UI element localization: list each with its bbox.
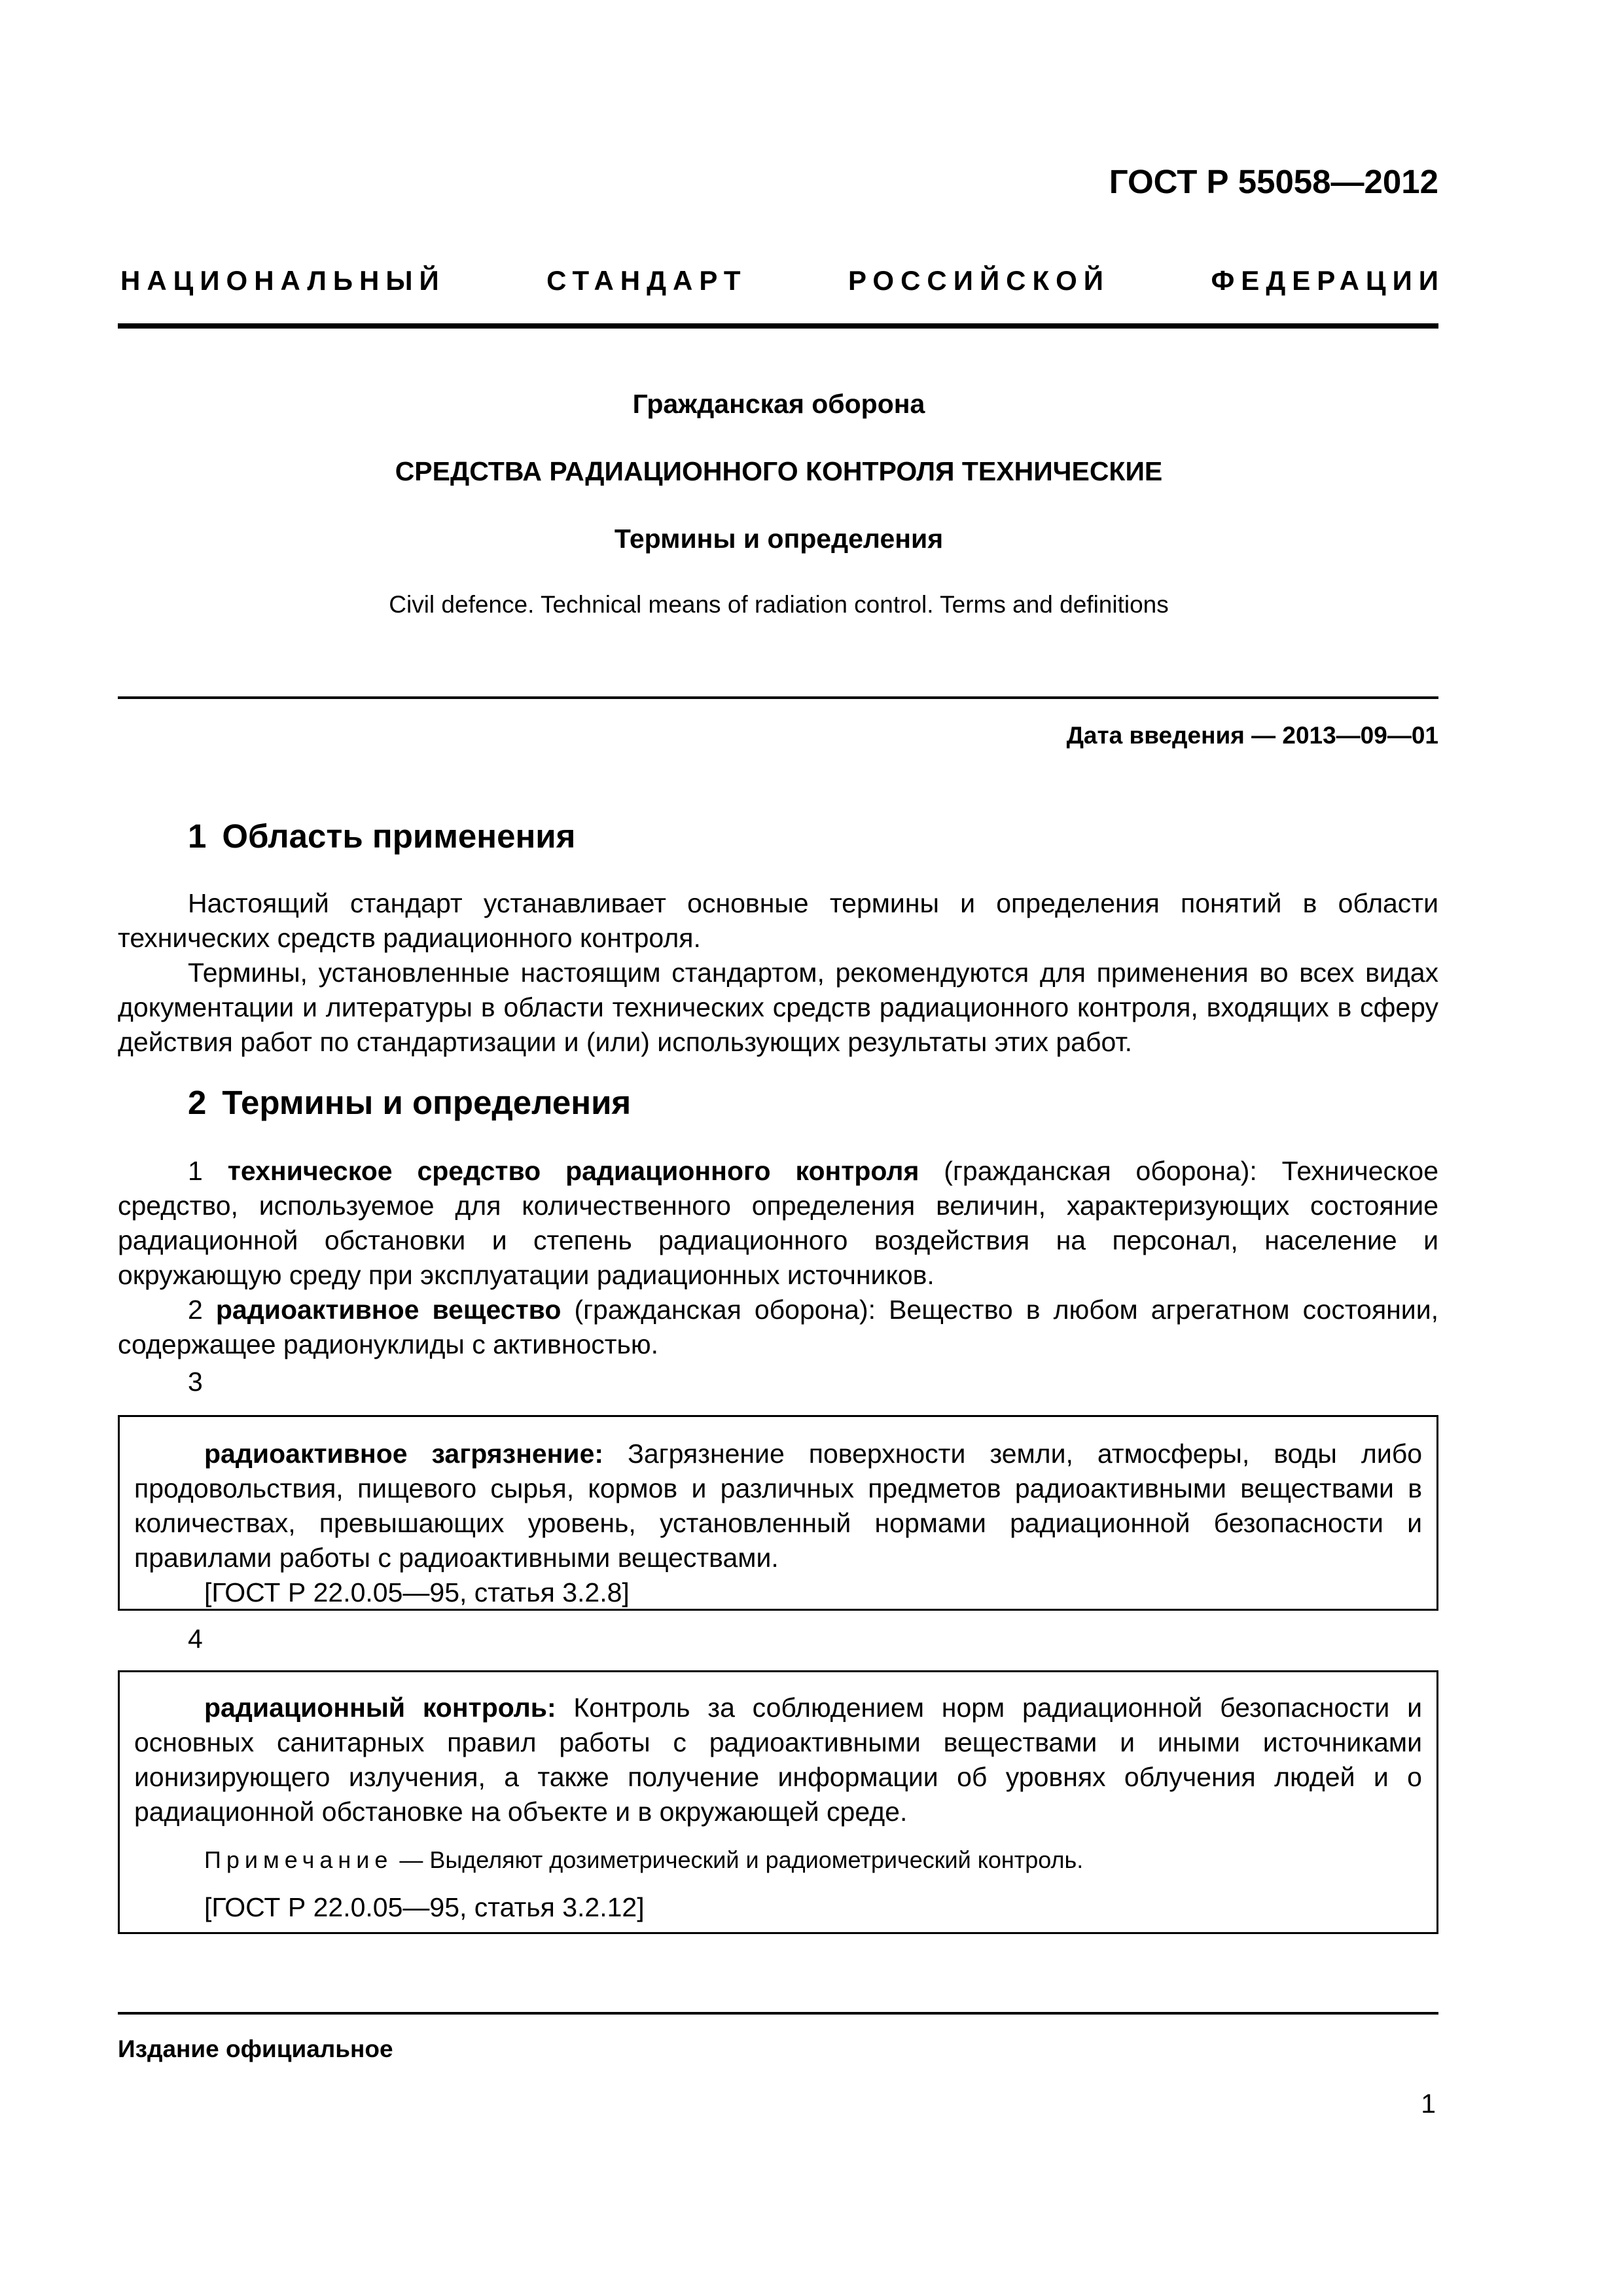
term-4-number: 4 [188,1624,203,1654]
section-1-title: Область применения [222,817,576,855]
term-4-definition: Контроль за соблюдением норм радиационной безопасности и основных санитарных правил работы с радиоактивными веществами и иными источниками ионизирующего излучения, а также получение информации об уровнях облучения людей и о радиационной обстановке на объекте и в окружающей среде. [134,1693,1422,1827]
term-4-box [118,1670,1438,1934]
term-3-box [118,1415,1438,1611]
term-3-name: радиоактивное загрязнение: [204,1439,604,1469]
title-subject: Гражданская оборона [632,389,925,419]
section-2-title: Термины и определения [222,1084,632,1121]
term-4-note-text: — Выделяют дозиметрический и радиометрический контроль. [393,1846,1084,1873]
section-1-number: 1 [188,817,207,855]
section-1-heading [188,817,575,855]
page-number: 1 [1421,2089,1436,2119]
section-1-paragraph-1: Настоящий стандарт устанавливает основные термины и определения понятий в области технических средств радиационного контроля. [118,888,1438,953]
term-3-number: 3 [188,1367,203,1397]
edition-label: Издание официальное [118,2036,393,2062]
term-3-text [134,1437,1422,1575]
section-1-paragraph-2: Термины, установленные настоящим стандартом, рекомендуются для применения во всех видах документации и литературы в области технических средств радиационного контроля, входящих в сферу действия работ по стандартизации и (или) использующих результаты этих работ. [118,958,1438,1057]
term-3-definition: Загрязнение поверхности земли, атмосферы, воды либо продовольствия, пищевого сырья, кормов и различных предметов радиоактивными веществами в количествах, превышающих уровень, установленный нормами радиационной безопасности и правилами работы с радиоактивными веществами. [134,1439,1423,1573]
header-rule [118,323,1438,329]
term-2 [118,1293,1438,1362]
national-standard-banner [120,265,1445,296]
section-2-number: 2 [188,1084,207,1121]
term-4-text [134,1691,1422,1829]
document-designation: ГОСТ Р 55058—2012 [1109,163,1438,200]
term-4-note [134,1842,1422,1877]
term-3-source: [ГОСТ Р 22.0.05—95, статья 3.2.8] [204,1577,630,1607]
title-english: Civil defence. Technical means of radiation control. Terms and definitions [389,591,1169,618]
title-main: СРЕДСТВА РАДИАЦИОННОГО КОНТРОЛЯ ТЕХНИЧЕСКИЕ [395,456,1163,486]
term-1-number: 1 [188,1156,203,1186]
term-2-name: радиоактивное вещество [215,1295,562,1325]
term-1-name: техническое средство радиационного контроля [227,1156,919,1186]
footer-rule [118,2012,1438,2015]
term-4-note-label: Примечание [204,1846,393,1873]
term-1 [118,1154,1438,1293]
banner-word-1: НАЦИОНАЛЬНЫЙ [120,265,446,296]
introduction-date: Дата введения — 2013—09—01 [1066,722,1438,749]
term-4-source: [ГОСТ Р 22.0.05—95, статья 3.2.12] [204,1892,645,1922]
term-1-definition: (гражданская оборона): Техническое средство, используемое для количественного определения величин, характеризующих состояние радиационной обстановки и степень радиационного воздействия на персонал, население и окружающую среду при эксплуатации радиационных источников. [118,1156,1438,1290]
title-sub: Термины и определения [614,524,944,554]
term-4-name: радиационный контроль: [204,1693,556,1723]
banner-word-4: ФЕДЕРАЦИИ [1211,265,1445,296]
title-rule [118,696,1438,699]
banner-word-2: СТАНДАРТ [546,265,747,296]
banner-word-3: РОССИЙСКОЙ [847,265,1110,296]
term-2-number: 2 [188,1295,203,1325]
section-2-heading [188,1083,631,1122]
term-2-definition: (гражданская оборона): Вещество в любом агрегатном состоянии, содержащее радионуклиды с активностью. [118,1295,1438,1359]
